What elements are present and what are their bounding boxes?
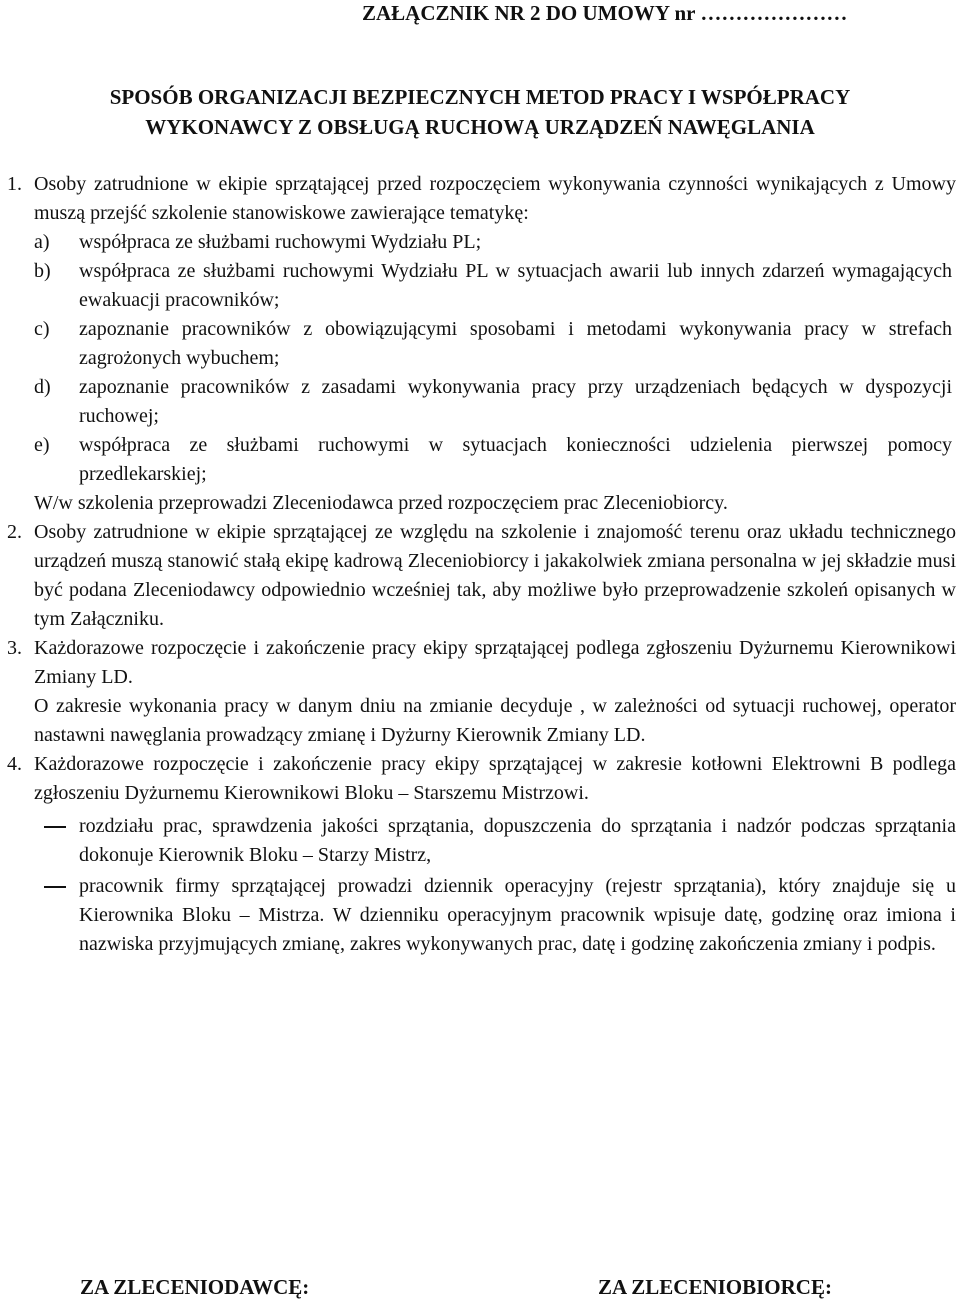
list-item-text: współpraca ze służbami ruchowymi Wydziału PL w sytuacjach awarii lub innych zdarzeń wymagających ewakuacji pracowników; [79, 260, 952, 311]
paragraph-text: Osoby zatrudnione w ekipie sprzątającej przed rozpoczęciem wykonywania czynności wynikających z Umowy muszą przejść szkolenie stanowiskowe zawierające tematykę: [34, 173, 956, 224]
bullet-text: pracownik firmy sprzątającej prowadzi dziennik operacyjny (rejestr sprzątania), który znajduje się u Kierownika Bloku – Mistrza. W dzienniku operacyjnym pracownik wpisuje datę, godzinę oraz imiona i nazwiska przyjmujących zmianę, zakres wykonywanych prac, datę i godzinę zakończenia zmiany i podpis. [79, 875, 956, 955]
list-item-c [0, 315, 956, 373]
paragraph-text-continued: O zakresie wykonania pracy w danym dniu na zmianie decyduje , w zależności od sytuacji ruchowej, operator nastawni nawęglania prowadzący zmianę i Dyżurny Kierownik Zmiany LD. [34, 695, 956, 746]
bullet-item [0, 872, 956, 959]
document-body [0, 170, 956, 959]
list-item-label: a) [34, 231, 50, 253]
list-item-text: zapoznanie pracowników z obowiązującymi sposobami i metodami wykonywania pracy w strefach zagrożonych wybuchem; [79, 318, 952, 369]
dash-bullet-icon [44, 886, 66, 888]
document-title [0, 82, 960, 142]
paragraph-text: Każdorazowe rozpoczęcie i zakończenie pracy ekipy sprzątającej podlega zgłoszeniu Dyżurnemu Kierownikowi Zmiany LD. [34, 637, 956, 688]
list-item-b [0, 257, 956, 315]
title-line-1: SPOSÓB ORGANIZACJI BEZPIECZNYCH METOD PRACY I WSPÓŁPRACY [109, 85, 851, 109]
list-item-e [0, 431, 956, 489]
list-item-label: b) [34, 260, 51, 282]
list-item-text: współpraca ze służbami ruchowymi w sytuacjach konieczności udzielenia pierwszej pomocy przedlekarskiej; [79, 434, 952, 485]
title-line-2: WYKONAWCY Z OBSŁUGĄ RUCHOWĄ URZĄDZEŃ NAWĘGLANIA [145, 115, 815, 139]
list-item-text: współpraca ze służbami ruchowymi Wydziału PL; [79, 231, 482, 253]
paragraph-number: 3. [7, 637, 22, 659]
dash-bullet-icon [44, 826, 66, 828]
paragraph-3 [0, 634, 956, 750]
paragraph-1 [0, 170, 956, 228]
paragraph-2 [0, 518, 956, 634]
paragraph-number: 2. [7, 521, 22, 543]
list-item-label: e) [34, 434, 50, 456]
list-item-text: zapoznanie pracowników z zasadami wykonywania pracy przy urządzeniach będących w dyspozycji ruchowej; [79, 376, 952, 427]
document-header: ZAŁĄCZNIK NR 2 DO UMOWY nr ………………… [362, 1, 848, 25]
paragraph-number: 4. [7, 753, 22, 775]
list-item-a [0, 228, 956, 257]
signature-label-contractor: ZA ZLECENIOBIORCĘ: [598, 1275, 832, 1299]
paragraph-closing: W/w szkolenia przeprowadzi Zleceniodawca przed rozpoczęciem prac Zleceniobiorcy. [34, 492, 728, 514]
list-item-label: c) [34, 318, 50, 340]
bullet-text: rozdziału prac, sprawdzenia jakości sprzątania, dopuszczenia do sprzątania i nadzór podczas sprzątania dokonuje Kierownik Bloku – Starzy Mistrz, [79, 815, 956, 866]
signature-label-client: ZA ZLECENIODAWCĘ: [80, 1275, 310, 1299]
list-item-label: d) [34, 376, 51, 398]
list-item-d [0, 373, 956, 431]
paragraph-4 [0, 750, 956, 808]
paragraph-text: Każdorazowe rozpoczęcie i zakończenie pracy ekipy sprzątającej w zakresie kotłowni Elektrowni B podlega zgłoszeniu Dyżurnemu Kierownikowi Bloku – Starszemu Mistrzowi. [34, 753, 956, 804]
bullet-item [0, 812, 956, 870]
paragraph-number: 1. [7, 173, 22, 195]
paragraph-text: Osoby zatrudnione w ekipie sprzątającej ze względu na szkolenie i znajomość terenu oraz układu technicznego urządzeń muszą stanowić stałą ekipę kadrową Zleceniobiorcy i jakakolwiek zmiana personalna w jej składzie musi być podana Zleceniodawcy odpowiednio wcześniej tak, aby możliwe było przeprowadzenie szkoleń opisanych w tym Załączniku. [34, 521, 956, 630]
